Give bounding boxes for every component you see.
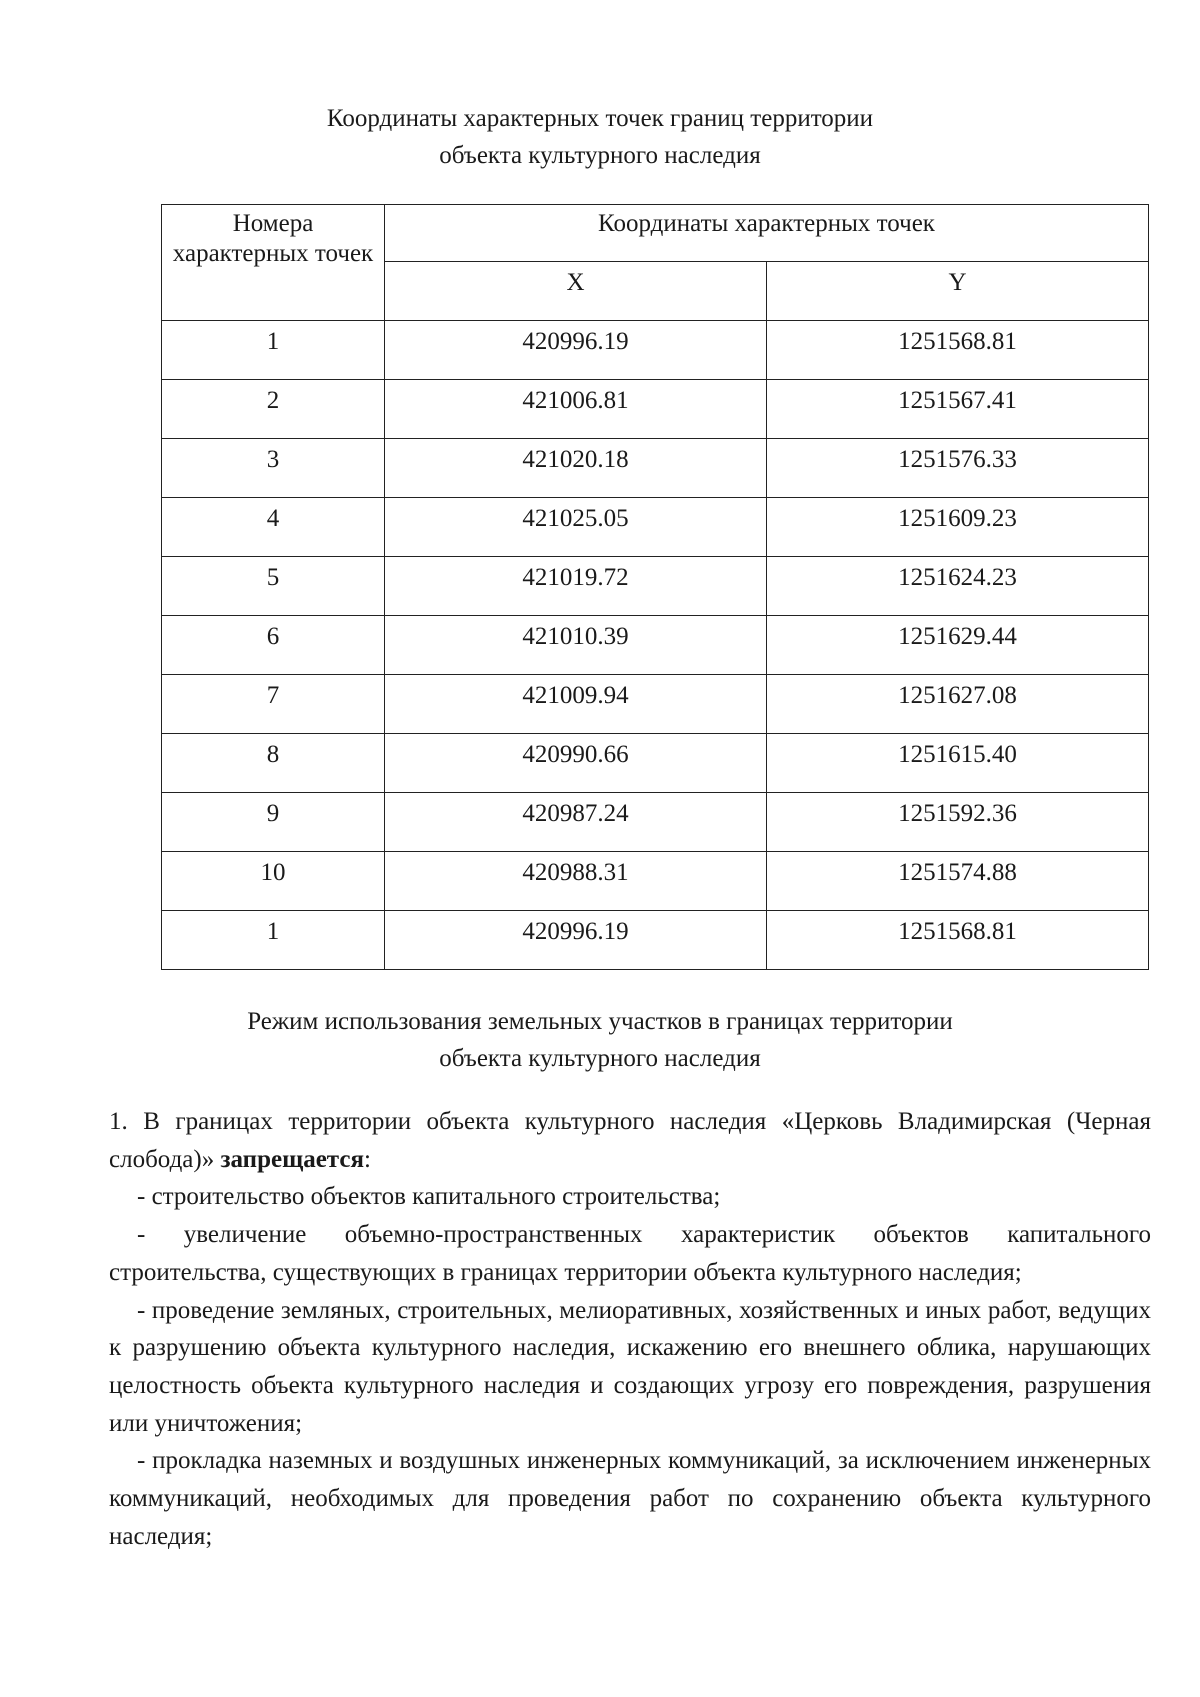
point-number: 7: [162, 675, 385, 734]
header-point-numbers: Номера характерных точек: [162, 205, 385, 321]
coord-y: 1251574.88: [767, 852, 1149, 911]
coord-y: 1251615.40: [767, 734, 1149, 793]
coord-y: 1251567.41: [767, 380, 1149, 439]
table-row: [162, 793, 1149, 852]
coord-x: 421010.39: [385, 616, 767, 675]
point-number: 1: [162, 321, 385, 380]
clause-colon: :: [364, 1145, 371, 1173]
table-row: [162, 911, 1149, 970]
list-item: - увеличение объемно-пространственных характеристик объектов капитального строительства, существующих в границах территории объекта культурного наследия;: [109, 1221, 1151, 1286]
header-coordinates: Координаты характерных точек: [385, 205, 1149, 262]
header-y: Y: [767, 262, 1149, 321]
coord-y: 1251576.33: [767, 439, 1149, 498]
coord-x: 421020.18: [385, 439, 767, 498]
coord-y: 1251568.81: [767, 321, 1149, 380]
clause-number: 1.: [109, 1108, 128, 1135]
coord-x: 421009.94: [385, 675, 767, 734]
coord-x: 421025.05: [385, 498, 767, 557]
coord-x: 420996.19: [385, 911, 767, 970]
table-row: [162, 734, 1149, 793]
coord-y: 1251609.23: [767, 498, 1149, 557]
clause-intro: [109, 1103, 1151, 1178]
coord-y: 1251592.36: [767, 793, 1149, 852]
clause-prohibited-word: запрещается: [220, 1145, 364, 1173]
point-number: 5: [162, 557, 385, 616]
coord-y: 1251624.23: [767, 557, 1149, 616]
point-number: 1: [162, 911, 385, 970]
table-row: [162, 498, 1149, 557]
table-row: [162, 380, 1149, 439]
table-row: [162, 439, 1149, 498]
coord-x: 421006.81: [385, 380, 767, 439]
point-number: 9: [162, 793, 385, 852]
coord-x: 420996.19: [385, 321, 767, 380]
coordinates-table-title: [0, 100, 1200, 174]
land-use-regime-title: [0, 1003, 1200, 1077]
clause-intro-text: В границах территории объекта культурного наследия «Церковь Владимирская (Черная слобода)»: [109, 1108, 1152, 1173]
point-number: 10: [162, 852, 385, 911]
point-number: 4: [162, 498, 385, 557]
regime-clause: [109, 1103, 1151, 1555]
coordinates-table: [161, 204, 1149, 970]
coord-x: 421019.72: [385, 557, 767, 616]
list-item: - строительство объектов капитального строительства;: [137, 1183, 721, 1211]
title-line-2: объекта культурного наследия: [439, 142, 761, 169]
list-item: - прокладка наземных и воздушных инженерных коммуникаций, за исключением инженерных коммуникаций, необходимых для проведения работ по сохранению объекта культурного наследия;: [109, 1447, 1151, 1550]
point-number: 3: [162, 439, 385, 498]
table-row: [162, 852, 1149, 911]
list-item: - проведение земляных, строительных, мелиоративных, хозяйственных и иных работ, ведущих к разрушению объекта культурного наследия, искажению его внешнего облика, нарушающих целостность объекта культурного наследия и создающих угрозу его повреждения, разрушения или уничтожения;: [109, 1296, 1151, 1437]
regime-title-line-1: Режим использования земельных участков в границах территории: [247, 1008, 953, 1035]
coord-x: 420987.24: [385, 793, 767, 852]
coord-x: 420990.66: [385, 734, 767, 793]
title-line-1: Координаты характерных точек границ территории: [326, 105, 874, 132]
table-row: [162, 616, 1149, 675]
point-number: 6: [162, 616, 385, 675]
coord-y: 1251627.08: [767, 675, 1149, 734]
coord-y: 1251629.44: [767, 616, 1149, 675]
regime-title-line-2: объекта культурного наследия: [439, 1045, 761, 1072]
table-row: [162, 557, 1149, 616]
table-row: [162, 321, 1149, 380]
coord-y: 1251568.81: [767, 911, 1149, 970]
table-row: [162, 675, 1149, 734]
coord-x: 420988.31: [385, 852, 767, 911]
point-number: 8: [162, 734, 385, 793]
point-number: 2: [162, 380, 385, 439]
header-x: X: [385, 262, 767, 321]
